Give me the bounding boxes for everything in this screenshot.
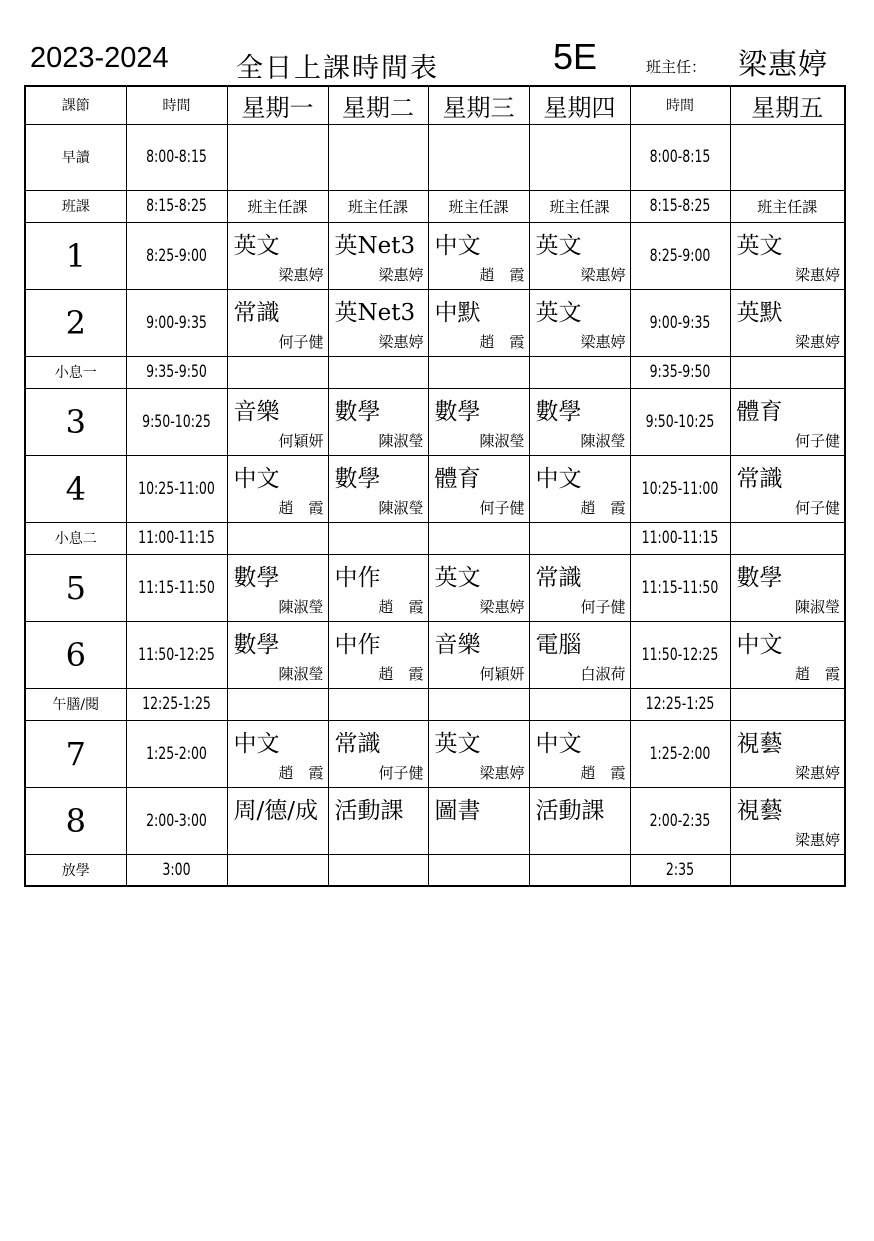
period-cell: 放學 [25, 854, 126, 886]
lesson-cell-mon [227, 688, 328, 720]
teacher-name: 梁惠婷 [580, 266, 626, 284]
lesson-cell-tue [328, 854, 428, 886]
teacher-name: 梁惠婷 [580, 333, 626, 351]
lesson-cell-fri [730, 222, 845, 289]
lesson-cell-fri [730, 554, 845, 621]
table-row [25, 787, 845, 854]
lesson [429, 456, 529, 521]
lesson [731, 788, 845, 853]
subject-name: 常識 [736, 466, 783, 492]
subject-name: 數學 [434, 399, 481, 425]
lesson-cell-mon [227, 289, 328, 356]
time-cell-2: 10:25-11:00 [639, 455, 721, 522]
time-cell: 8:00-8:15 [135, 124, 218, 190]
lesson [228, 389, 328, 454]
lesson-cell-mon [227, 222, 328, 289]
subject-name: 英文 [535, 233, 582, 259]
lesson-cell-thu [529, 854, 630, 886]
period-cell: 4 [25, 455, 126, 522]
lesson-cell-wed [428, 854, 529, 886]
table-row [25, 388, 845, 455]
teacher-name: 梁惠婷 [794, 831, 840, 849]
lesson-cell-tue [328, 621, 428, 688]
lesson-cell-tue [328, 455, 428, 522]
lesson-cell-fri [730, 688, 845, 720]
table-row [25, 688, 845, 720]
subject-name: 中文 [736, 632, 783, 658]
teacher-name: 趙 霞 [580, 764, 626, 782]
lesson-cell-fri [730, 621, 845, 688]
table-row [25, 720, 845, 787]
teacher-name: 梁惠婷 [278, 266, 324, 284]
lesson [429, 622, 529, 687]
col-header-fri: 星期五 [730, 86, 845, 124]
class-teacher-name: 梁惠婷 [738, 47, 829, 81]
lesson-cell-tue [328, 720, 428, 787]
period-cell: 6 [25, 621, 126, 688]
subject-name: 音樂 [434, 632, 481, 658]
class-teacher-label: 班主任： [646, 58, 707, 76]
lesson-cell-fri [730, 720, 845, 787]
subject-name: 數學 [535, 399, 582, 425]
lesson-cell-thu [529, 720, 630, 787]
lesson [429, 788, 529, 853]
subject-name: 中文 [233, 466, 280, 492]
lesson [530, 721, 630, 786]
table-row [25, 190, 845, 222]
teacher-name: 梁惠婷 [794, 266, 840, 284]
teacher-name: 趙 霞 [278, 499, 324, 517]
lesson-cell-fri [730, 522, 845, 554]
col-header-time2: 時間 [630, 86, 730, 124]
col-header-thu: 星期四 [529, 86, 630, 124]
table-row [25, 289, 845, 356]
lesson-cell-tue [328, 124, 428, 190]
lesson [530, 389, 630, 454]
time-cell: 12:25-1:25 [135, 688, 218, 720]
period-cell: 小息二 [25, 522, 126, 554]
subject-name: 英文 [736, 233, 783, 259]
lesson-cell-mon [227, 388, 328, 455]
lesson-cell-thu [529, 621, 630, 688]
table-row [25, 222, 845, 289]
teacher-name: 何穎妍 [479, 665, 525, 683]
lesson-cell-thu [529, 289, 630, 356]
time-cell: 8:25-9:00 [135, 222, 218, 289]
lesson-cell-mon [227, 124, 328, 190]
lesson-cell-thu [529, 688, 630, 720]
lesson [329, 622, 428, 687]
teacher-name: 何子健 [479, 499, 525, 517]
lesson-cell-tue: 班主任課 [328, 190, 428, 222]
lesson-cell-thu: 班主任課 [529, 190, 630, 222]
lesson-cell-wed [428, 787, 529, 854]
lesson-cell-mon [227, 720, 328, 787]
time-cell: 11:00-11:15 [135, 522, 218, 554]
time-cell-2: 11:00-11:15 [639, 522, 721, 554]
lesson [731, 456, 845, 521]
lesson [731, 721, 845, 786]
subject-name: 英文 [233, 233, 280, 259]
teacher-name: 陳淑瑩 [794, 598, 840, 616]
subject-name: 體育 [736, 399, 783, 425]
subject-name: 中作 [334, 565, 381, 591]
subject-name: 常識 [334, 731, 381, 757]
time-cell: 9:00-9:35 [135, 289, 218, 356]
subject-name: 數學 [736, 565, 783, 591]
class-name: 5E [553, 36, 598, 77]
period-cell: 午膳/閱 [25, 688, 126, 720]
teacher-name: 趙 霞 [278, 764, 324, 782]
time-cell-2: 11:50-12:25 [639, 621, 721, 688]
teacher-name: 何穎妍 [278, 432, 324, 450]
subject-name: 視藝 [736, 798, 783, 824]
subject-name: 數學 [334, 399, 381, 425]
lesson-cell-thu [529, 787, 630, 854]
subject-name: 中文 [434, 233, 481, 259]
lesson [228, 456, 328, 521]
lesson-cell-thu [529, 124, 630, 190]
subject-name: 英文 [434, 731, 481, 757]
time-cell-2: 1:25-2:00 [639, 720, 721, 787]
teacher-name: 陳淑瑩 [479, 432, 525, 450]
subject-name: 中默 [434, 300, 481, 326]
lesson [228, 788, 328, 853]
lesson-cell-tue [328, 289, 428, 356]
lesson [530, 290, 630, 355]
lesson-cell-thu [529, 554, 630, 621]
lesson-cell-wed [428, 388, 529, 455]
subject-name: 英文 [535, 300, 582, 326]
subject-name: 圖書 [434, 798, 481, 824]
table-row [25, 854, 845, 886]
lesson [530, 555, 630, 620]
teacher-name: 趙 霞 [378, 598, 424, 616]
lesson-cell-mon [227, 854, 328, 886]
lesson [329, 290, 428, 355]
lesson-cell-wed [428, 522, 529, 554]
lesson-cell-thu [529, 455, 630, 522]
subject-name: 英Net3 [334, 300, 416, 326]
lesson [329, 456, 428, 521]
period-cell: 早讀 [25, 124, 126, 190]
lesson-cell-fri: 班主任課 [730, 190, 845, 222]
period-cell: 8 [25, 787, 126, 854]
time-cell-2: 12:25-1:25 [639, 688, 721, 720]
lesson [329, 555, 428, 620]
teacher-name: 趙 霞 [794, 665, 840, 683]
time-cell-2: 9:00-9:35 [639, 289, 721, 356]
lesson-cell-fri [730, 388, 845, 455]
lesson [530, 223, 630, 288]
lesson-cell-mon [227, 522, 328, 554]
lesson [530, 622, 630, 687]
subject-name: 英默 [736, 300, 783, 326]
subject-name: 中文 [233, 731, 280, 757]
lesson-cell-wed [428, 289, 529, 356]
col-header-wed: 星期三 [428, 86, 529, 124]
lesson [530, 456, 630, 521]
school-year: 2023-2024 [30, 42, 169, 74]
teacher-name: 梁惠婷 [794, 764, 840, 782]
time-cell-2: 2:35 [639, 854, 721, 886]
subject-name: 中作 [334, 632, 381, 658]
subject-name: 常識 [233, 300, 280, 326]
period-cell: 1 [25, 222, 126, 289]
lesson [228, 721, 328, 786]
lesson [228, 555, 328, 620]
subject-name: 活動課 [535, 798, 605, 824]
timetable [24, 85, 846, 887]
time-cell: 1:25-2:00 [135, 720, 218, 787]
teacher-name: 白淑荷 [580, 665, 626, 683]
time-cell-2: 8:15-8:25 [639, 190, 721, 222]
subject-name: 英Net3 [334, 233, 416, 259]
lesson [429, 389, 529, 454]
lesson-cell-mon: 班主任課 [227, 190, 328, 222]
lesson-cell-mon [227, 554, 328, 621]
lesson-cell-tue [328, 688, 428, 720]
teacher-name: 趙 霞 [479, 266, 525, 284]
lesson-cell-tue [328, 388, 428, 455]
lesson [329, 788, 428, 853]
teacher-name: 陳淑瑩 [278, 598, 324, 616]
lesson-cell-fri [730, 356, 845, 388]
lesson [329, 223, 428, 288]
lesson-cell-mon [227, 787, 328, 854]
period-cell: 3 [25, 388, 126, 455]
time-cell: 2:00-3:00 [135, 787, 218, 854]
subject-name: 中文 [535, 466, 582, 492]
period-cell: 5 [25, 554, 126, 621]
time-cell-2: 2:00-2:35 [639, 787, 721, 854]
time-cell: 3:00 [135, 854, 218, 886]
teacher-name: 梁惠婷 [479, 598, 525, 616]
subject-name: 周/德/成 [233, 798, 318, 824]
header-row [25, 86, 845, 124]
time-cell-2: 8:25-9:00 [639, 222, 721, 289]
lesson-cell-wed [428, 621, 529, 688]
lesson [731, 290, 845, 355]
lesson-cell-wed [428, 356, 529, 388]
teacher-name: 梁惠婷 [378, 266, 424, 284]
lesson [329, 389, 428, 454]
lesson-cell-tue [328, 554, 428, 621]
lesson-cell-tue [328, 222, 428, 289]
lesson-cell-thu [529, 222, 630, 289]
lesson-cell-fri [730, 854, 845, 886]
time-cell: 9:35-9:50 [135, 356, 218, 388]
subject-name: 體育 [434, 466, 481, 492]
lesson-cell-tue [328, 356, 428, 388]
teacher-name: 梁惠婷 [794, 333, 840, 351]
lesson-cell-mon [227, 356, 328, 388]
lesson-cell-fri [730, 787, 845, 854]
subject-name: 中文 [535, 731, 582, 757]
table-row [25, 522, 845, 554]
teacher-name: 趙 霞 [378, 665, 424, 683]
col-header-period: 課節 [25, 86, 126, 124]
lesson [731, 223, 845, 288]
lesson-cell-wed [428, 688, 529, 720]
lesson-cell-fri [730, 124, 845, 190]
period-cell: 2 [25, 289, 126, 356]
col-header-time: 時間 [126, 86, 227, 124]
lesson [731, 389, 845, 454]
table-row [25, 621, 845, 688]
teacher-name: 何子健 [794, 499, 840, 517]
time-cell: 9:50-10:25 [135, 388, 218, 455]
time-cell: 11:15-11:50 [135, 554, 218, 621]
time-cell-2: 9:35-9:50 [639, 356, 721, 388]
lesson-cell-wed: 班主任課 [428, 190, 529, 222]
teacher-name: 陳淑瑩 [378, 432, 424, 450]
table-row [25, 124, 845, 190]
lesson [228, 622, 328, 687]
lesson-cell-tue [328, 787, 428, 854]
lesson [429, 290, 529, 355]
teacher-name: 梁惠婷 [479, 764, 525, 782]
lesson-cell-mon [227, 455, 328, 522]
lesson-cell-fri [730, 289, 845, 356]
subject-name: 常識 [535, 565, 582, 591]
teacher-name: 陳淑瑩 [278, 665, 324, 683]
time-cell: 8:15-8:25 [135, 190, 218, 222]
col-header-tue: 星期二 [328, 86, 428, 124]
lesson [429, 223, 529, 288]
lesson-cell-wed [428, 720, 529, 787]
lesson [228, 290, 328, 355]
time-cell-2: 11:15-11:50 [639, 554, 721, 621]
lesson-cell-mon [227, 621, 328, 688]
teacher-name: 陳淑瑩 [580, 432, 626, 450]
lesson-cell-tue [328, 522, 428, 554]
teacher-name: 陳淑瑩 [378, 499, 424, 517]
subject-name: 視藝 [736, 731, 783, 757]
teacher-name: 何子健 [794, 432, 840, 450]
table-row [25, 356, 845, 388]
teacher-name: 趙 霞 [580, 499, 626, 517]
lesson-cell-fri [730, 455, 845, 522]
lesson-cell-wed [428, 455, 529, 522]
subject-name: 數學 [334, 466, 381, 492]
time-cell-2: 9:50-10:25 [639, 388, 721, 455]
col-header-mon: 星期一 [227, 86, 328, 124]
lesson [228, 223, 328, 288]
lesson [530, 788, 630, 853]
time-cell-2: 8:00-8:15 [639, 124, 721, 190]
teacher-name: 何子健 [580, 598, 626, 616]
time-cell: 11:50-12:25 [135, 621, 218, 688]
teacher-name: 何子健 [378, 764, 424, 782]
subject-name: 電腦 [535, 632, 582, 658]
lesson-cell-thu [529, 388, 630, 455]
lesson-cell-wed [428, 222, 529, 289]
subject-name: 數學 [233, 565, 280, 591]
lesson-cell-wed [428, 124, 529, 190]
lesson [429, 721, 529, 786]
lesson [329, 721, 428, 786]
teacher-name: 何子健 [278, 333, 324, 351]
lesson-cell-wed [428, 554, 529, 621]
teacher-name: 梁惠婷 [378, 333, 424, 351]
lesson-cell-thu [529, 522, 630, 554]
period-cell: 小息一 [25, 356, 126, 388]
period-cell: 7 [25, 720, 126, 787]
time-cell: 10:25-11:00 [135, 455, 218, 522]
subject-name: 數學 [233, 632, 280, 658]
subject-name: 英文 [434, 565, 481, 591]
lesson-cell-thu [529, 356, 630, 388]
subject-name: 音樂 [233, 399, 280, 425]
lesson [731, 622, 845, 687]
page-title: 全日上課時間表 [236, 53, 439, 84]
table-row [25, 455, 845, 522]
lesson [429, 555, 529, 620]
subject-name: 活動課 [334, 798, 404, 824]
period-cell: 班課 [25, 190, 126, 222]
lesson [731, 555, 845, 620]
table-row [25, 554, 845, 621]
teacher-name: 趙 霞 [479, 333, 525, 351]
